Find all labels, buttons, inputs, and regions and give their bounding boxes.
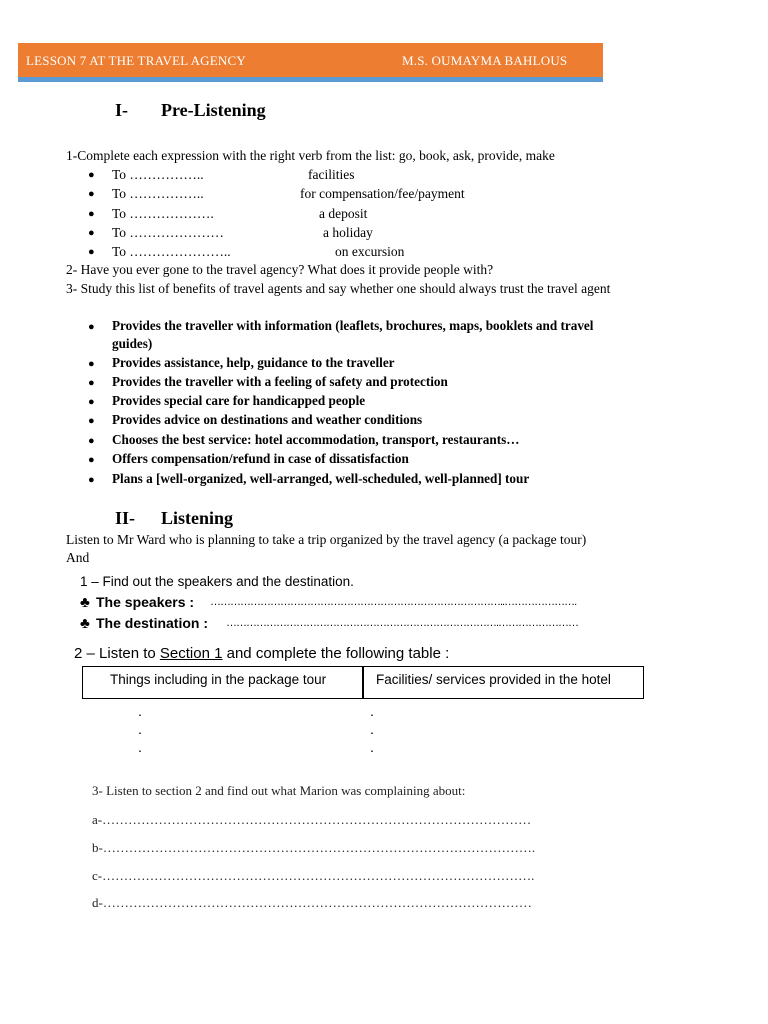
club-icon: ♣ bbox=[80, 615, 90, 632]
table-column-divider bbox=[362, 666, 364, 699]
verb-phrase-1: facilities bbox=[308, 167, 355, 182]
task-3: 3- Listen to section 2 and find out what Marion was complaining about: bbox=[92, 783, 466, 798]
club-icon: ♣ bbox=[80, 594, 90, 611]
task-2 bbox=[74, 645, 449, 662]
table-cell-blank: . bbox=[138, 703, 142, 719]
verb-phrase-3: a deposit bbox=[319, 206, 368, 221]
table-cell-blank: . bbox=[370, 703, 374, 719]
lesson-title: LESSON 7 AT THE TRAVEL AGENCY bbox=[26, 53, 246, 68]
table-cell-blank: . bbox=[138, 739, 142, 755]
benefit-4: Provides special care for handicapped people bbox=[112, 393, 366, 408]
table-header-things: Things including in the package tour bbox=[110, 672, 327, 687]
table-cell-blank: . bbox=[370, 721, 374, 737]
bullet-icon: ● bbox=[88, 246, 95, 258]
verb-blank-2: To …………….. bbox=[112, 186, 204, 201]
bullet-icon: ● bbox=[88, 454, 95, 466]
bullet-icon: ● bbox=[88, 435, 95, 447]
speakers-blank: ……………………………………………………………………………..…………………. bbox=[210, 596, 577, 608]
table-cell-blank: . bbox=[138, 721, 142, 737]
bullet-icon: ● bbox=[88, 396, 95, 408]
destination-label: The destination : bbox=[96, 615, 208, 631]
bullet-icon: ● bbox=[88, 415, 95, 427]
bullet-icon: ● bbox=[88, 227, 95, 239]
verb-phrase-2: for compensation/fee/payment bbox=[300, 186, 465, 201]
answer-line-d: d-……………………………………………………………………………………… bbox=[92, 895, 532, 910]
benefit-1: Provides the traveller with information (leaflets, brochures, maps, booklets and travel bbox=[112, 318, 594, 333]
bullet-icon: ● bbox=[88, 321, 95, 333]
bullet-icon: ● bbox=[88, 188, 95, 200]
benefit-7: Offers compensation/refund in case of dissatisfaction bbox=[112, 451, 409, 466]
task-2-suffix: and complete the following table : bbox=[222, 645, 450, 662]
section-2-title: Listening bbox=[161, 508, 234, 528]
task-2-prefix: 2 – Listen to bbox=[74, 645, 160, 662]
verb-blank-3: To ………………. bbox=[112, 206, 214, 221]
benefit-6: Chooses the best service: hotel accommodation, transport, restaurants… bbox=[112, 432, 520, 447]
header-stripe bbox=[18, 77, 603, 82]
section-2-number: II- bbox=[115, 508, 136, 528]
author-name: M.S. OUMAYMA BAHLOUS bbox=[402, 53, 568, 68]
bullet-icon: ● bbox=[88, 377, 95, 389]
destination-blank: ……………………………………………………………………….…………………… bbox=[226, 617, 579, 629]
table-cell-blank: . bbox=[370, 739, 374, 755]
bullet-icon: ● bbox=[88, 208, 95, 220]
bullet-icon: ● bbox=[88, 358, 95, 370]
benefit-8: Plans a [well-organized, well-arranged, well-scheduled, well-planned] tour bbox=[112, 471, 530, 486]
bullet-icon: ● bbox=[88, 169, 95, 181]
benefit-1-cont: guides) bbox=[112, 336, 153, 351]
benefit-5: Provides advice on destinations and weather conditions bbox=[112, 412, 423, 427]
question-1: 1-Complete each expression with the right verb from the list: go, book, ask, provide, make bbox=[66, 148, 555, 163]
question-3: 3- Study this list of benefits of travel agents and say whether one should always trust the travel agent bbox=[66, 281, 611, 296]
answer-line-b: b-………………………………………………………………………………………. bbox=[92, 840, 536, 855]
task-2-section-ref: Section 1 bbox=[159, 645, 223, 662]
benefit-3: Provides the traveller with a feeling of safety and protection bbox=[112, 374, 448, 389]
verb-blank-5: To ………………….. bbox=[112, 244, 231, 259]
answer-line-a: a-……………………………………………………………………………………… bbox=[92, 812, 532, 827]
task-1: 1 – Find out the speakers and the destination. bbox=[80, 574, 354, 589]
listening-intro: Listen to Mr Ward who is planning to take a trip organized by the travel agency (a package tour) bbox=[66, 532, 587, 547]
verb-phrase-5: on excursion bbox=[335, 244, 405, 259]
bullet-icon: ● bbox=[88, 474, 95, 486]
verb-phrase-4: a holiday bbox=[323, 225, 373, 240]
question-2: 2- Have you ever gone to the travel agency? What does it provide people with? bbox=[66, 262, 494, 277]
table-header-facilities: Facilities/ services provided in the hotel bbox=[376, 672, 611, 687]
verb-blank-4: To ………………… bbox=[112, 225, 224, 240]
verb-blank-1: To …………….. bbox=[112, 167, 204, 182]
listening-intro-and: And bbox=[66, 550, 90, 565]
section-1-number: I- bbox=[115, 100, 128, 120]
speakers-label: The speakers : bbox=[96, 594, 195, 610]
benefit-2: Provides assistance, help, guidance to the traveller bbox=[112, 355, 395, 370]
answer-line-c: c-………………………………………………………………………………………. bbox=[92, 868, 535, 883]
section-1-title: Pre-Listening bbox=[161, 100, 266, 120]
